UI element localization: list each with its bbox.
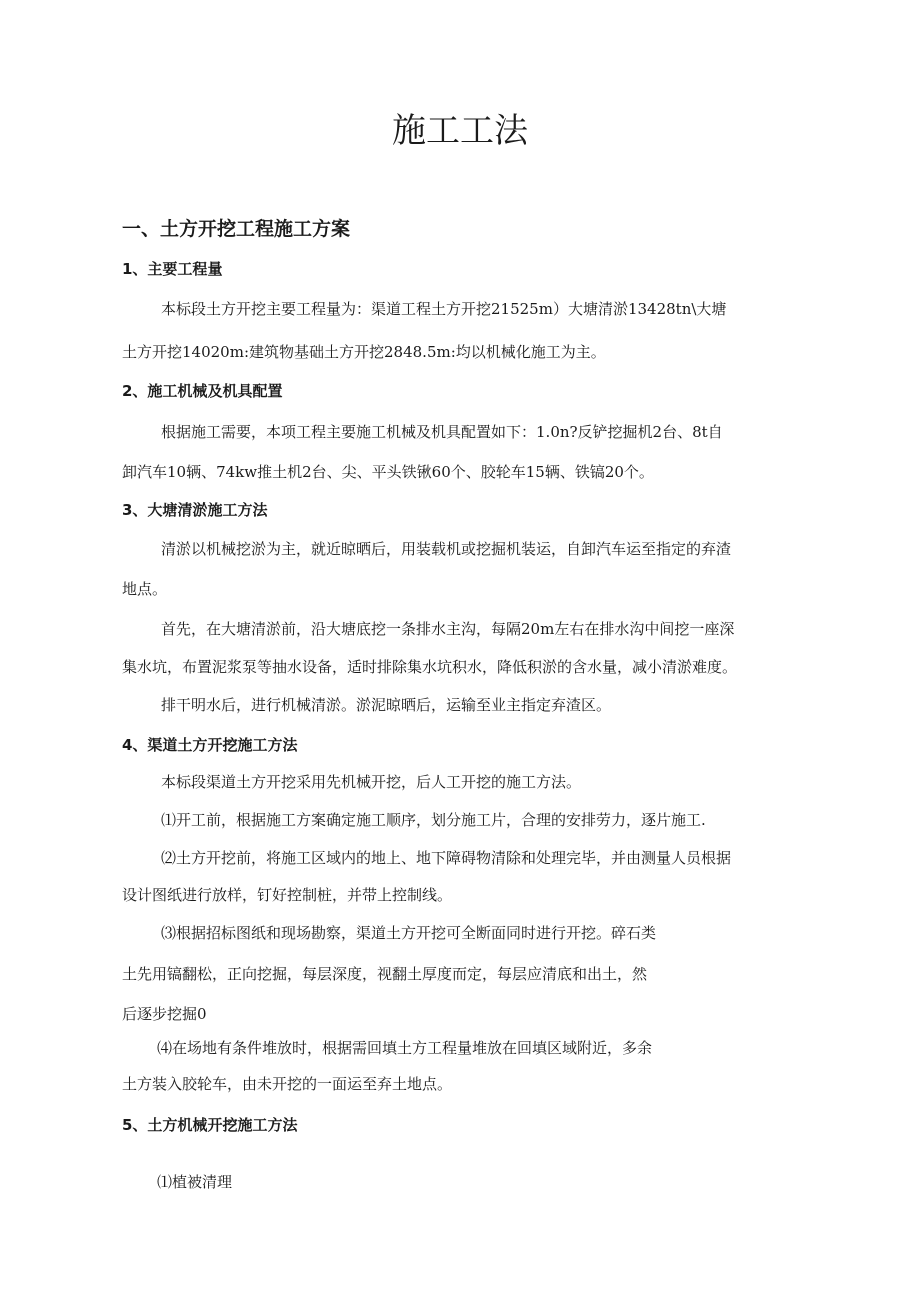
paragraph-line: 排干明水后，进行机械清淤。淤泥晾晒后，运输至业主指定弃渣区。 xyxy=(161,696,612,714)
paragraph-line: 卸汽车10辆、74kw推土机2台、尖、平头铁锹60个、胶轮车15辆、铁镐20个。 xyxy=(122,463,654,481)
paragraph-line: 后逐步挖掘0 xyxy=(122,1005,207,1023)
paragraph-line: ⑷在场地有条件堆放时，根据需回填土方工程量堆放在回填区域附近，多余 xyxy=(157,1039,653,1057)
subsection-heading-3: 3、大塘清淤施工方法 xyxy=(122,501,268,519)
subsection-heading-4: 4、渠道土方开挖施工方法 xyxy=(122,736,298,754)
paragraph-line: ⑴植被清理 xyxy=(157,1173,233,1191)
page-title: 施工工法 xyxy=(392,111,528,151)
paragraph-line: 本标段渠道土方开挖采用先机械开挖，后人工开挖的施工方法。 xyxy=(161,773,582,791)
paragraph-line: ⑶根据招标图纸和现场勘察，渠道土方开挖可全断面同时进行开挖。碎石类 xyxy=(161,924,657,942)
paragraph-line: ⑵土方开挖前，将施工区域内的地上、地下障碍物清除和处理完毕，并由测量人员根据 xyxy=(161,849,732,867)
paragraph-line: 清淤以机械挖淤为主，就近晾晒后，用装载机或挖掘机装运，自卸汽车运至指定的弃渣 xyxy=(161,540,732,558)
paragraph-line: 土方装入胶轮车，由未开挖的一面运至弃土地点。 xyxy=(122,1075,453,1093)
paragraph-line: 集水坑，布置泥浆泵等抽水设备，适时排除集水坑积水，降低积淤的含水量，减小清淤难度。 xyxy=(122,658,738,676)
paragraph-line: 本标段土方开挖主要工程量为：渠道工程土方开挖21525m）大塘清淤13428tn\大塘 xyxy=(161,300,727,318)
paragraph-line: 土先用镐翻松，正向挖掘，每层深度，视翻土厚度而定，每层应清底和出土，然 xyxy=(122,965,648,983)
paragraph-line: 首先，在大塘清淤前，沿大塘底挖一条排水主沟，每隔20m左右在排水沟中间挖一座深 xyxy=(161,620,735,638)
paragraph-line: ⑴开工前，根据施工方案确定施工顺序，划分施工片，合理的安排劳力，逐片施工. xyxy=(161,811,706,829)
paragraph-line: 设计图纸进行放样，钉好控制桩，并带上控制线。 xyxy=(122,886,453,904)
subsection-heading-1: 1、主要工程量 xyxy=(122,260,223,278)
section-heading: 一、土方开挖工程施工方案 xyxy=(122,218,351,240)
paragraph-line: 根据施工需要，本项工程主要施工机械及机具配置如下：1.0n?反铲挖掘机2台、8t自 xyxy=(161,423,723,441)
paragraph-line: 地点。 xyxy=(122,580,168,598)
subsection-heading-2: 2、施工机械及机具配置 xyxy=(122,382,283,400)
subsection-heading-5: 5、土方机械开挖施工方法 xyxy=(122,1116,298,1134)
paragraph-line: 土方开挖14020m:建筑物基础土方开挖2848.5m:均以机械化施工为主。 xyxy=(122,343,606,361)
